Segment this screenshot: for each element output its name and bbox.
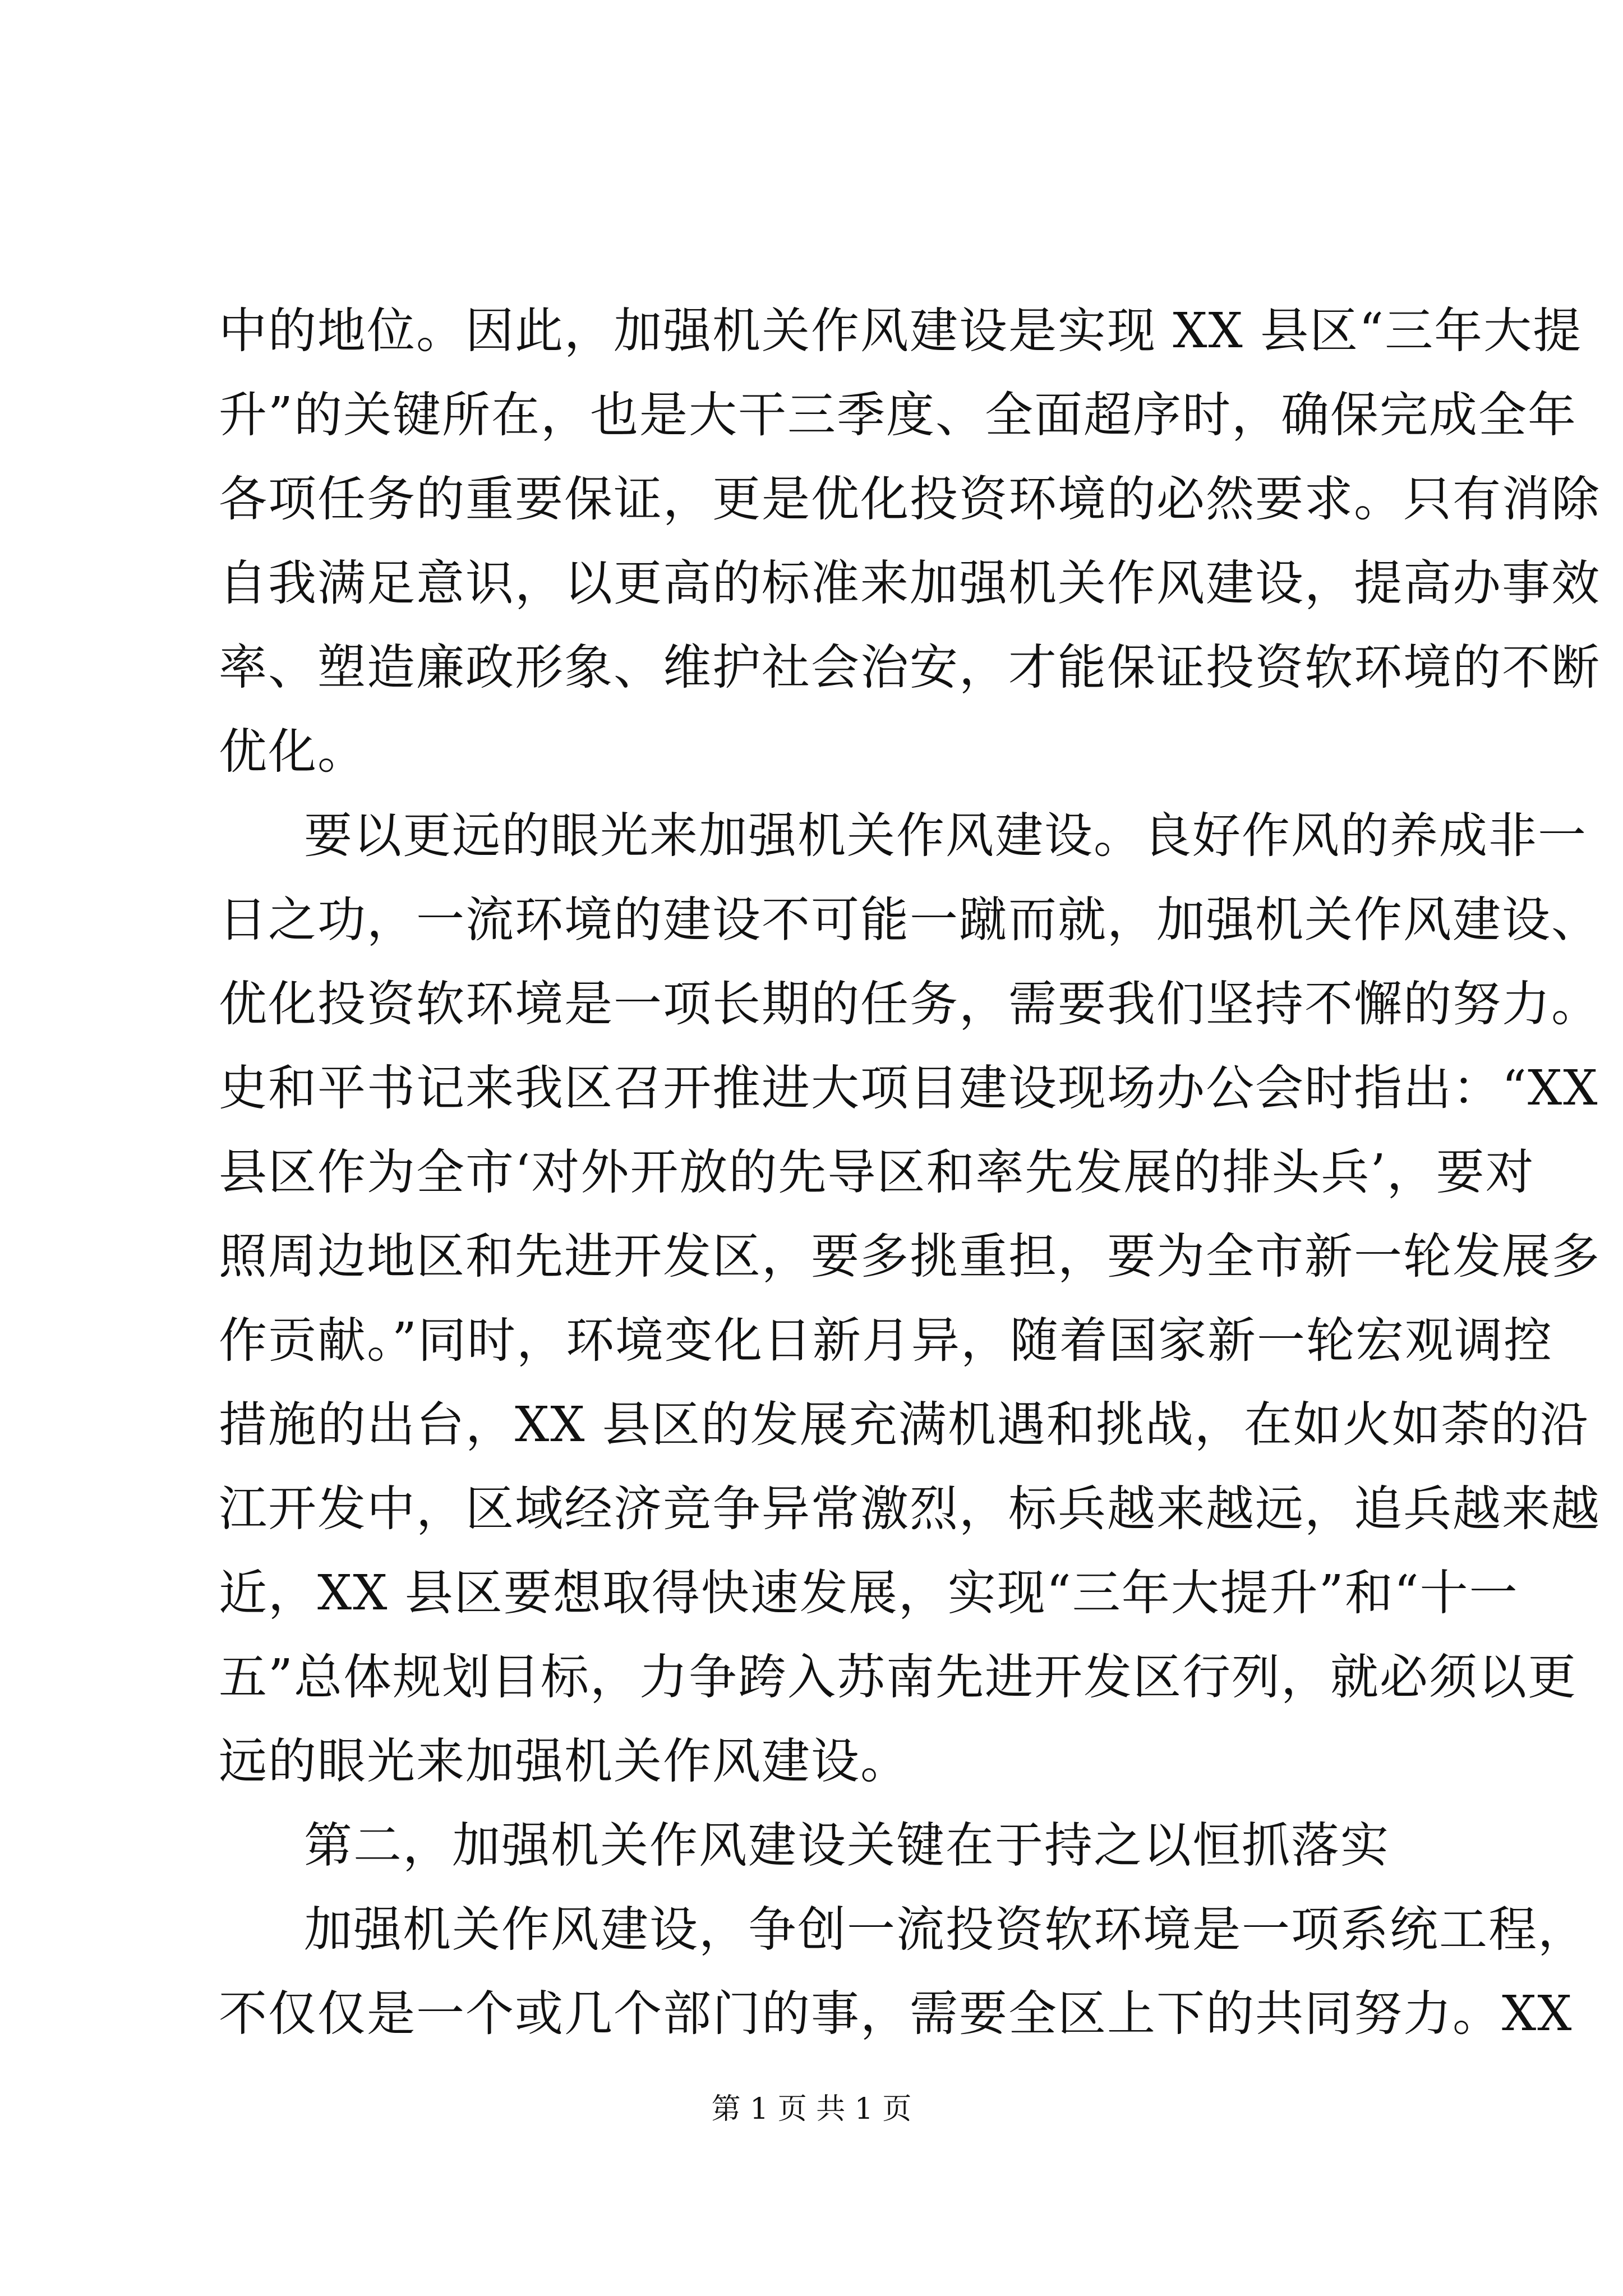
body-line-10: 史和平书记来我区召开推进大项目建设现场办公会时指出：“XX <box>219 1060 1599 1116</box>
body-line-11: 县区作为全市‘对外开放的先导区和率先发展的排头兵’，要对 <box>219 1144 1535 1200</box>
body-line-12: 照周边地区和先进开发区，要多挑重担，要为全市新一轮发展多 <box>219 1228 1601 1285</box>
body-line-21: 不仅仅是一个或几个部门的事，需要全区上下的共同努力。XX <box>219 1986 1573 2042</box>
body-line-1: 中的地位。因此，加强机关作风建设是实现 XX 县区“三年大提 <box>219 303 1583 359</box>
page-number-footer: 第 1 页 共 1 页 <box>711 2092 912 2126</box>
section-heading: 第二，加强机关作风建设关键在于持之以恒抓落实 <box>304 1818 1390 1874</box>
body-line-6: 优化。 <box>219 724 367 780</box>
body-line-15: 江开发中，区域经济竞争异常激烈，标兵越来越远，追兵越来越 <box>219 1481 1601 1537</box>
paragraph-start-line: 加强机关作风建设，争创一流投资软环境是一项系统工程， <box>304 1902 1587 1958</box>
body-line-2: 升”的关键所在，也是大干三季度、全面超序时，确保完成全年 <box>219 387 1577 443</box>
body-line-3: 各项任务的重要保证，更是优化投资环境的必然要求。只有消除 <box>219 471 1601 527</box>
body-line-16: 近，XX 县区要想取得快速发展，实现“三年大提升”和“十一 <box>219 1565 1519 1621</box>
body-line-13: 作贡献。”同时，环境变化日新月异，随着国家新一轮宏观调控 <box>219 1313 1553 1369</box>
paragraph-start-line: 要以更远的眼光来加强机关作风建设。良好作风的养成非一 <box>304 808 1587 864</box>
body-line-9: 优化投资软环境是一项长期的任务，需要我们坚持不懈的努力。 <box>219 976 1601 1032</box>
body-line-18: 远的眼光来加强机关作风建设。 <box>219 1733 910 1789</box>
body-line-17: 五”总体规划目标，力争跨入苏南先进开发区行列，就必须以更 <box>219 1649 1577 1705</box>
body-line-5: 率、塑造廉政形象、维护社会治安，才能保证投资软环境的不断 <box>219 639 1601 696</box>
body-line-4: 自我满足意识，以更高的标准来加强机关作风建设，提高办事效 <box>219 555 1601 611</box>
body-line-14: 措施的出台，XX 县区的发展充满机遇和挑战，在如火如荼的沿 <box>219 1397 1589 1453</box>
body-line-8: 日之功，一流环境的建设不可能一蹴而就，加强机关作风建设、 <box>219 892 1601 948</box>
